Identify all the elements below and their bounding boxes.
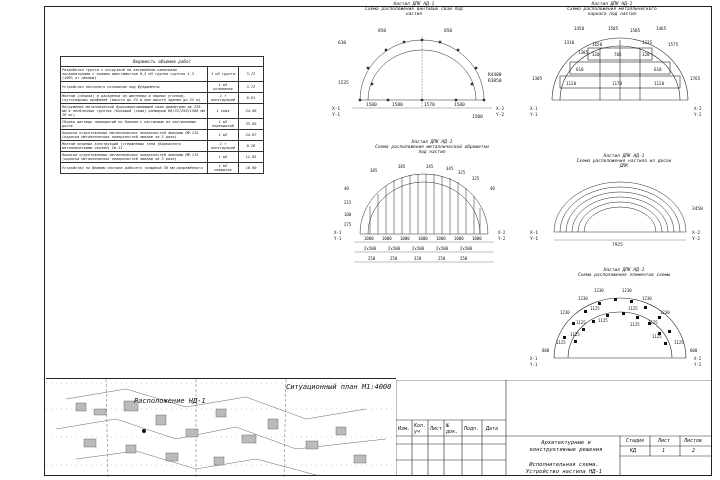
dimension-label: 100 xyxy=(344,212,352,217)
dimension-label: 1170 xyxy=(612,81,623,86)
dimension-label: X-2 xyxy=(496,107,505,112)
col-date: Дата xyxy=(486,426,499,432)
cell-unit: 1 м2 покрытия xyxy=(208,163,239,174)
table-row xyxy=(61,104,264,119)
dimension-label: 1125 xyxy=(648,320,658,325)
cell-qty: 3.72 xyxy=(239,82,264,93)
drawing-1-title-line2: Схема расположения винтовых свай под настил xyxy=(365,7,463,17)
table-row xyxy=(61,141,264,152)
dimension-label: 1500 xyxy=(472,115,483,120)
dimension-label: 1335 xyxy=(642,40,653,45)
dimension-label: 1000 xyxy=(418,236,428,241)
dimension-label: Y-2 xyxy=(498,236,506,241)
dimension-label: 250 xyxy=(390,256,398,261)
dimension-label: 1000 xyxy=(454,236,464,241)
dimension-label: X-1 xyxy=(530,106,538,111)
drawing-3-title-line1: Настил ДПК НД-1 xyxy=(411,140,453,145)
dimension-label: 40 xyxy=(490,186,495,191)
table-row xyxy=(61,152,264,163)
drawing-5-elements-scheme xyxy=(530,282,710,376)
drawing-3-title-line2: Схема расположения металлической обрешетки под настил xyxy=(375,145,489,155)
dimension-label: 7925 xyxy=(612,243,623,248)
dimension-label: 1230 xyxy=(622,288,632,293)
dimension-label: 325 xyxy=(458,170,466,175)
cell-qty: 24.67 xyxy=(239,130,264,141)
table-row xyxy=(61,163,264,174)
dimension-label: 250 xyxy=(438,256,446,261)
section-name: Архитектурные и конструктивные решения xyxy=(529,440,603,453)
dimension-label: 1125 xyxy=(598,318,608,323)
site-plan xyxy=(46,378,396,477)
dimension-label: 320 xyxy=(642,52,650,57)
dimension-label: 215 xyxy=(344,200,352,205)
dimension-label: 1000 xyxy=(364,236,374,241)
cell-qty: 3.72 xyxy=(239,67,264,82)
drawing-3-title xyxy=(372,140,492,155)
cell-work: Окраска огрунтованных металлических поверхностей эмалями ПФ-115 (окраска металлических поверхностей эмалью за 3 раза) xyxy=(61,130,208,141)
drawing-2-title xyxy=(560,2,664,17)
dimension-label: X-1 xyxy=(334,230,342,235)
sheet-value: 1 xyxy=(662,448,666,454)
dimension-label: X-2 xyxy=(694,106,702,111)
dimension-label: Y-1 xyxy=(530,112,538,117)
dimension-label: X-1 xyxy=(530,231,539,236)
dimension-label: 250 xyxy=(460,256,468,261)
site-plan-label: Расположение НД-1 xyxy=(134,397,206,405)
cell-unit: 1 м2 xyxy=(208,152,239,163)
drawing-3-lathing-scheme xyxy=(334,160,514,270)
dimension-label: R4400 xyxy=(488,73,502,78)
dimension-label: 1535 xyxy=(338,81,349,86)
cell-unit: 1 т конструкций xyxy=(208,141,239,152)
dimension-label: 1305 xyxy=(532,76,543,81)
drawing-5-title xyxy=(572,268,676,278)
drawing-1-title xyxy=(362,2,466,17)
dimension-label: 2x500 xyxy=(460,246,473,251)
dimension-label: X-1 xyxy=(332,107,341,112)
dimension-label: 800 xyxy=(690,348,698,353)
cell-qty: 0.61 xyxy=(239,93,264,104)
dimension-label: 1000 xyxy=(472,236,482,241)
dimension-label: Y-2 xyxy=(694,362,702,367)
drawing-1-title-line1: Настил ДПК НД-1 xyxy=(393,2,435,7)
cell-qty: 24.00 xyxy=(239,104,264,119)
cell-work: Устройство песчаного основания под фундаменты xyxy=(61,82,208,93)
stage-value: КД xyxy=(630,448,637,454)
drawing-2-frame-scheme xyxy=(530,18,710,122)
col-change: Изм. xyxy=(398,426,411,432)
dimension-label: 1575 xyxy=(668,42,679,47)
dimension-label: 1585 xyxy=(630,28,641,33)
dimension-label: 1125 xyxy=(576,320,586,325)
dimension-label: 1765 xyxy=(690,76,701,81)
dimension-label: 275 xyxy=(344,222,352,227)
dimension-label: Y-2 xyxy=(496,113,505,118)
dimension-label: 1000 xyxy=(400,236,410,241)
cell-work: Погружение металлической бурозавинчивающей сваи диаметром до 220 мм в несблочных грунтах (Большой (сваи) размером 89/33/250/1500 мм 16 шт) xyxy=(61,104,208,119)
document-name: Исполнительная схема. Устройство настила НД-1 xyxy=(525,462,603,475)
dimension-label: Y-1 xyxy=(332,113,341,118)
site-plan-map xyxy=(46,379,396,477)
col-sheet: Лист xyxy=(430,426,443,432)
dimension-label: Y-1 xyxy=(334,236,342,241)
drawing-4-title-line1: Настил ДПК НД-1 xyxy=(603,154,645,159)
drawing-5-title-line2: Схема расположения элементов схемы xyxy=(577,273,671,278)
dimension-label: 610 xyxy=(338,41,347,46)
cell-work: Сборка шаговых перекрытий по балкам с настилами из настилаемых досок xyxy=(61,119,208,130)
cell-unit: 1 т конструкций xyxy=(208,93,239,104)
dimension-label: 2x500 xyxy=(436,246,449,251)
dimension-label: 345 xyxy=(426,164,434,169)
cell-work: Монтаж (сборка) и раскрепка из швеллера и парных уголков, гнутосварных профилей (высота до 24 м при высоте здания до 25 м) xyxy=(61,93,208,104)
dimension-label: 385 xyxy=(398,164,406,169)
drawing-2-title-line2: Схема расположения металлического каркаса под настил xyxy=(567,7,657,17)
cell-qty: 33.80 xyxy=(239,119,264,130)
dimension-label: Y-1 xyxy=(530,362,538,367)
dimension-label: 325 xyxy=(472,176,480,181)
sheets-value: 2 xyxy=(692,448,696,454)
dimension-label: 1500 xyxy=(454,103,465,108)
drawing-4-decking-scheme xyxy=(530,170,710,250)
dimension-label: Y-1 xyxy=(530,237,539,242)
dimension-label: 1230 xyxy=(642,296,652,301)
drawing-2-title-line1: Настил ДПК НД-1 xyxy=(591,2,633,7)
drawing-4-title xyxy=(572,154,676,169)
dimension-label: X-2 xyxy=(692,231,701,236)
dimension-label: 1000 xyxy=(436,236,446,241)
dimension-label: 345 xyxy=(446,166,454,171)
dimension-label: 1000 xyxy=(382,236,392,241)
dimension-label: 1125 xyxy=(556,340,566,345)
dimension-label: 1450 xyxy=(574,26,585,31)
cell-work: Устройство по фермам настила рабочего толщиной 50 мм разрежённого xyxy=(61,163,208,174)
dimension-label: 1125 xyxy=(630,322,640,327)
dimension-label: X-1 xyxy=(530,356,538,361)
dimension-label: 1500 xyxy=(392,103,403,108)
dimension-label: 1230 xyxy=(560,310,570,315)
dimension-label: 40 xyxy=(344,186,349,191)
cell-qty: 16.90 xyxy=(239,163,264,174)
dimension-label: 610 xyxy=(654,67,662,72)
dimension-label: 850 xyxy=(444,29,453,34)
dimension-label: 1385 xyxy=(578,50,589,55)
cell-qty: 0.28 xyxy=(239,141,264,152)
dimension-label: 1120 xyxy=(566,81,577,86)
cell-work: Монтаж опорных конструкций (стержневых типа (Каркасного металлическими связям) См-II xyxy=(61,141,208,152)
cell-work: Разработка грунта с погрузкой на автомобили-самосвалы экскаваторами с ковшом вместимостью 0,5 м3 группа грунтов 1-3 (100% от объема) xyxy=(61,67,208,82)
sheets-header: Листов xyxy=(684,438,703,444)
dimension-label: 850 xyxy=(378,29,387,34)
cell-unit: 1 свая xyxy=(208,104,239,119)
cell-unit: 1 м3 грунта xyxy=(208,67,239,82)
dimension-label: 2x500 xyxy=(364,246,377,251)
dimension-label: 1500 xyxy=(366,103,377,108)
col-doc: № док. xyxy=(446,423,459,435)
dimension-label: 1230 xyxy=(578,296,588,301)
dimension-label: 1230 xyxy=(594,288,604,293)
table-row xyxy=(61,93,264,104)
drawing-4-title-line2: Схема расположения настила из досок ДПК xyxy=(576,159,672,169)
dimension-label: X-2 xyxy=(498,230,506,235)
table-row xyxy=(61,130,264,141)
cell-work: Окраска огрунтованных металлических поверхностей эмалями ПФ-115 (окраска металлических поверхностей эмалью за 3 раза) xyxy=(61,152,208,163)
dimension-label: 1125 xyxy=(570,332,580,337)
dimension-label: 385 xyxy=(370,168,378,173)
table-row xyxy=(61,119,264,130)
drawing-5-title-line1: Настил ДПК НД-1 xyxy=(603,268,645,273)
dimension-label: 1125 xyxy=(590,306,600,311)
title-block xyxy=(396,380,712,476)
dimension-label: 250 xyxy=(368,256,376,261)
sheet-header: Лист xyxy=(658,438,671,444)
volume-table xyxy=(60,56,264,174)
dimension-label: 2x500 xyxy=(412,246,425,251)
volume-table-title: Ведомость объемов работ xyxy=(61,57,264,67)
dimension-label: 1570 xyxy=(424,103,435,108)
dimension-label: 1650 xyxy=(592,42,603,47)
cell-unit: 1 м3 основания xyxy=(208,82,239,93)
dimension-label: 1125 xyxy=(652,334,662,339)
dimension-label: 610 xyxy=(576,67,584,72)
dimension-label: 1465 xyxy=(656,26,667,31)
dimension-label: 3450 xyxy=(692,207,703,212)
cell-unit: 1 м2 xyxy=(208,130,239,141)
dimension-label: X-2 xyxy=(694,356,702,361)
dimension-label: 1310 xyxy=(564,40,575,45)
dimension-label: R3850 xyxy=(488,79,502,84)
dimension-label: 1120 xyxy=(654,81,665,86)
dimension-label: 2x500 xyxy=(388,246,401,251)
dimension-label: Y-2 xyxy=(692,237,701,242)
dimension-label: 1230 xyxy=(660,310,670,315)
table-row xyxy=(61,82,264,93)
cell-qty: 11.65 xyxy=(239,152,264,163)
dimension-label: 800 xyxy=(542,348,550,353)
dimension-label: 320 xyxy=(592,52,600,57)
dimension-label: 320 xyxy=(414,256,422,261)
dimension-label: 1125 xyxy=(628,306,638,311)
drawing-1-pile-scheme xyxy=(332,18,512,122)
stage-header: Стадия xyxy=(626,438,645,444)
col-qty: Кол. уч xyxy=(414,423,427,435)
dimension-label: Y-2 xyxy=(694,112,702,117)
cell-unit: 1 м2 перекрытий xyxy=(208,119,239,130)
dimension-label: 785 xyxy=(614,52,622,57)
dimension-label: 1585 xyxy=(608,26,619,31)
dimension-label: 1125 xyxy=(674,340,684,345)
col-sign: Подп. xyxy=(464,426,480,432)
site-plan-title: Ситуационный план М1:4000 xyxy=(286,383,392,391)
table-row xyxy=(61,67,264,82)
